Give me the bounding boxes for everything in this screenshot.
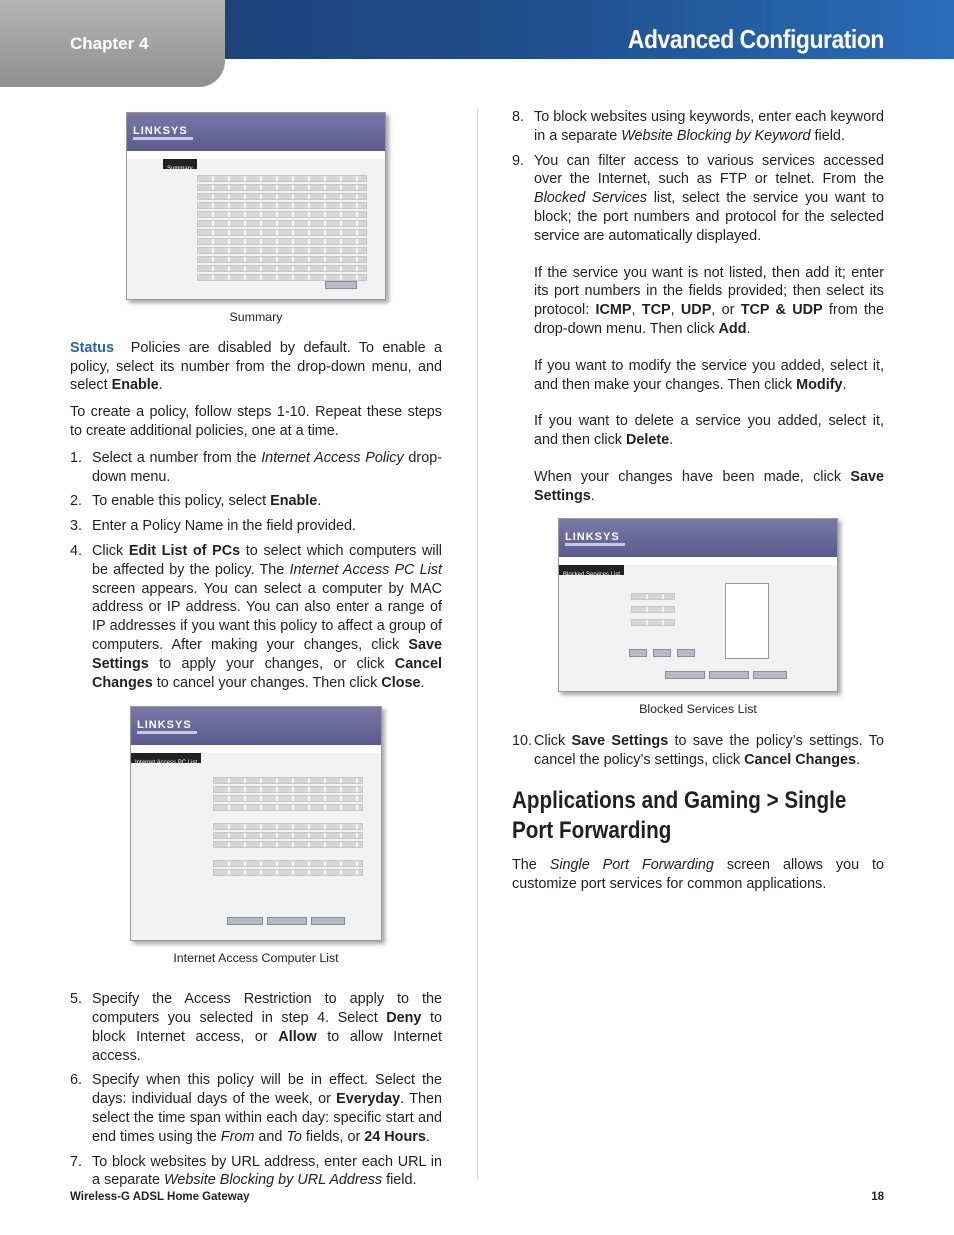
- figure-summary: [70, 112, 442, 327]
- footer-product: Wireless-G ADSL Home Gateway: [70, 1191, 250, 1203]
- pc-list-tab: Internet Access PC List: [131, 753, 201, 763]
- linksys-logo: LINKSYS: [133, 125, 188, 137]
- delete-service-paragraph: If you want to delete a service you added, select it, and then click Delete.: [534, 413, 884, 449]
- step-10: 10. Click Save Settings to save the policy’s settings. To cancel the policy’s settings, click Cancel Changes.: [512, 733, 884, 769]
- column-divider: [477, 108, 478, 1180]
- figure-blocked-services: [512, 518, 884, 719]
- step-9: 9. You can filter access to various services accessed over the Internet, such as FTP or telnet. From the Blocked Services list, select the service you want to block; the port numbers and protocol for the selected service are automatically displayed. If the service you want is not listed, then add it; enter its port numbers in the fields provided; then select its protocol: ICMP, TCP, UDP, or TCP & UDP from the drop-down menu. Then click Add. If you want to modify the service you added, select it, and then make your changes. Then click Modify. If you want to delete a service you added, select it, and then click Delete. When your changes have been made, click Save Settings.: [512, 152, 884, 504]
- section-paragraph: The Single Port Forwarding screen allows you to customize port services for common applications.: [512, 856, 884, 892]
- modify-service-paragraph: If you want to modify the service you added, select it, and then make your changes. Then click Modify.: [534, 357, 884, 393]
- page-number: 18: [871, 1191, 884, 1203]
- figure-caption: Summary: [229, 310, 283, 324]
- step-2: 2. To enable this policy, select Enable.: [70, 493, 322, 510]
- steps-list-2: [70, 990, 442, 1190]
- step-6: 6. Specify when this policy will be in effect. Select the days: individual days of the week, or Everyday. Then select the time span within each day: specific start and end times using the From and To fields, or 24 Hours.: [70, 1072, 442, 1145]
- steps-list-1: [70, 449, 442, 693]
- step-4: 4. Click Edit List of PCs to select which computers will be affected by the policy. The Internet Access PC List screen appears. You can select a computer by MAC address or IP address. You can also enter a range of IP addresses if you want this policy to affect a group of computers. After making your changes, click Save Settings to apply your changes, or click Cancel Changes to cancel your changes. Then click Close.: [70, 542, 443, 691]
- steps-list-4: [512, 732, 884, 770]
- status-paragraph: Status Policies are disabled by default. To enable a policy, select its number from the drop-down menu, and select Enable.: [70, 339, 443, 394]
- pc-list-screenshot: [130, 706, 382, 941]
- blocked-services-screenshot: [558, 518, 838, 692]
- step-1: 1. Select a number from the Internet Access Policy drop-down menu.: [70, 449, 442, 485]
- figure-caption: Internet Access Computer List: [173, 951, 339, 966]
- summary-tab: Summary: [163, 159, 197, 169]
- linksys-logo: LINKSYS: [137, 719, 192, 732]
- step-3: 3. Enter a Policy Name in the field provided.: [70, 518, 356, 535]
- intro-paragraph: To create a policy, follow steps 1-10. Repeat these steps to create additional policies, one at a time.: [70, 404, 442, 439]
- step-7: 7. To block websites by URL address, enter each URL in a separate Website Blocking by URL Address field.: [70, 1153, 442, 1189]
- add-service-paragraph: If the service you want is not listed, then add it; enter its port numbers in the fields provided; then select its protocol: ICMP, TCP, UDP, or TCP & UDP from the drop-down menu. Then click Add.: [534, 264, 884, 337]
- summary-screenshot: [126, 112, 386, 300]
- page-title: Advanced Configuration: [628, 24, 884, 54]
- step-8: 8. To block websites using keywords, enter each keyword in a separate Website Blocking by Keyword field.: [512, 109, 884, 144]
- steps-list-3: [512, 108, 884, 506]
- figure-pc-list: [70, 706, 442, 968]
- figure-caption: Blocked Services List: [639, 701, 757, 716]
- left-column: [70, 112, 442, 1196]
- save-settings-paragraph: When your changes have been made, click Save Settings.: [534, 468, 884, 504]
- right-column: [512, 108, 884, 902]
- linksys-logo: LINKSYS: [565, 530, 620, 543]
- chapter-label: Chapter 4: [70, 34, 149, 53]
- blocked-services-tab: Blocked Services List: [559, 565, 624, 575]
- step-5: 5. Specify the Access Restriction to apply to the computers you selected in step 4. Select Deny to block Internet access, or Allow to allow Internet access.: [70, 991, 443, 1064]
- section-heading: Applications and Gaming > Single Port Forwarding: [512, 786, 847, 844]
